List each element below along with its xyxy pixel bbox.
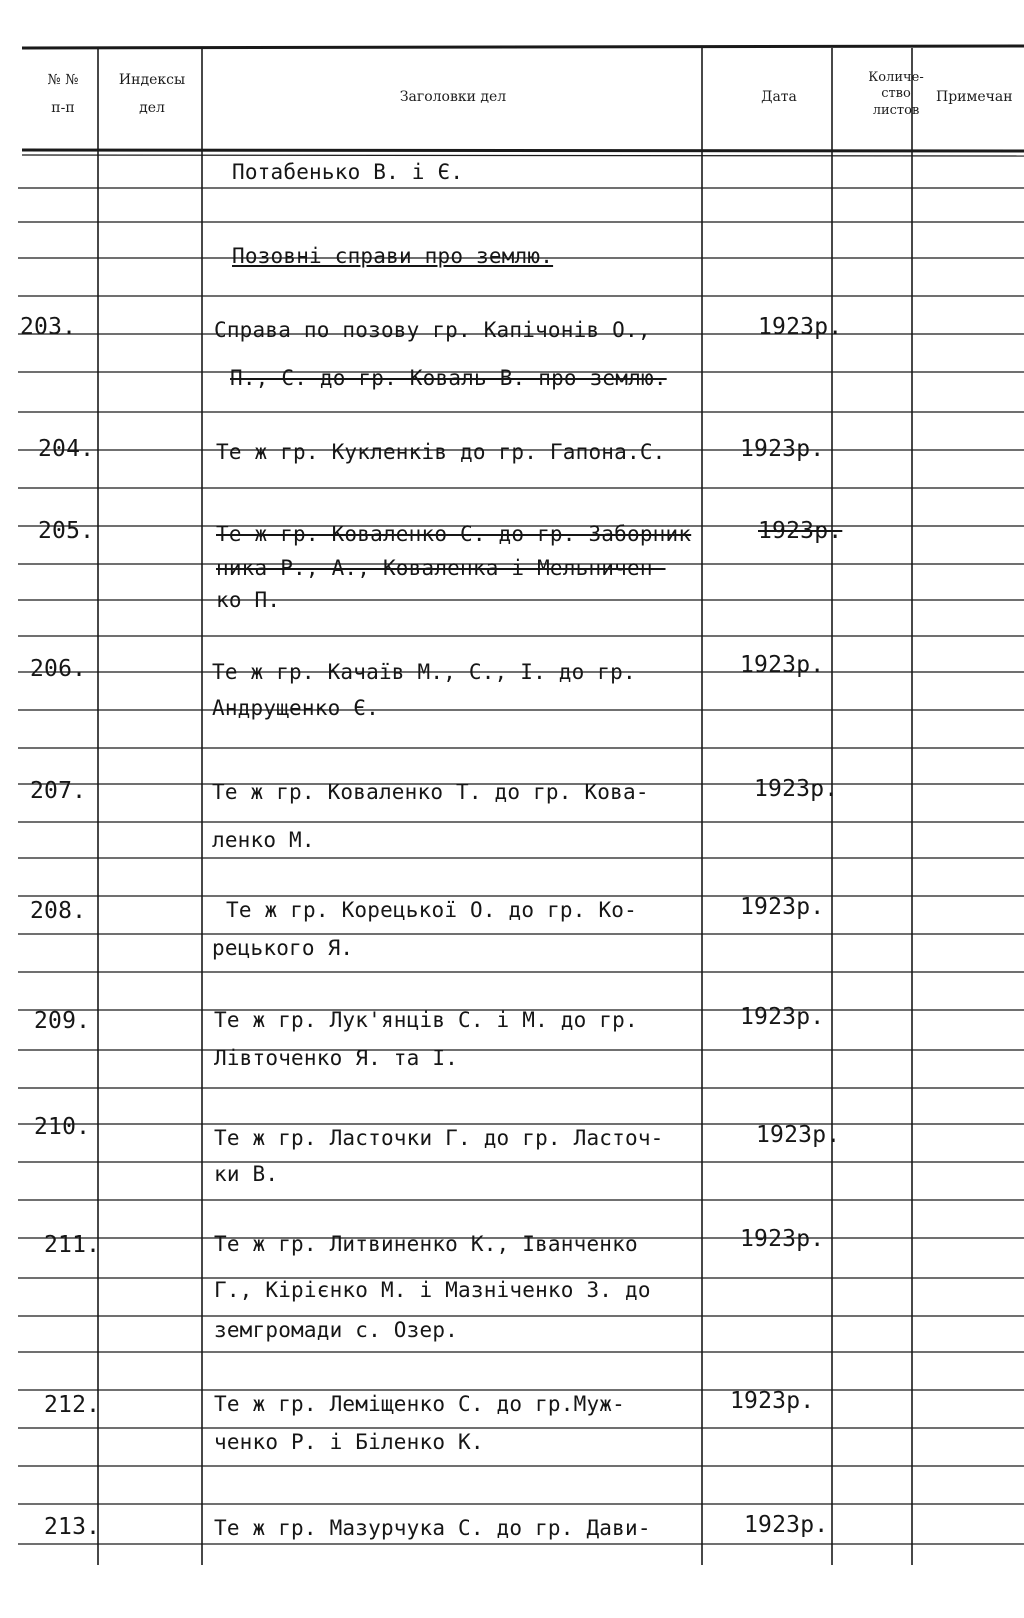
entry-date: 1923р.: [754, 776, 839, 802]
header-bottom-rule-thin: [22, 155, 1024, 156]
header-top-rule: [22, 46, 1024, 48]
entry-number: 213.: [44, 1514, 101, 1540]
entry-date: 1923р.: [758, 314, 843, 340]
entry-date: 1923р.: [740, 652, 825, 678]
entry-title-line: Те ж гр. Кукленків до гр. Гапона.С.: [216, 440, 666, 464]
entry-title-line: Потабенько В. і Є.: [232, 160, 464, 184]
entry-title-line: Те ж гр. Коваленко Т. до гр. Кова-: [212, 780, 649, 804]
entry-title-line: Те ж гр. Качаїв М., С., І. до гр.: [212, 660, 636, 684]
entry-title-line: П., С. до гр. Коваль В. про землю.: [230, 366, 667, 390]
entry-title-line: Те ж гр. Коваленко С. до гр. Заборник: [216, 522, 692, 546]
header-date: Дата: [761, 89, 797, 105]
entry-title-line: ко П.: [216, 588, 281, 612]
entry-number: 212.: [44, 1392, 101, 1418]
entry-title-line: ченко Р. і Біленко К.: [214, 1430, 484, 1454]
entry-number: 207.: [30, 778, 87, 804]
entry-title-line: ника Р., А., Коваленка і Мельничен-: [216, 556, 666, 580]
entry-title-line: Те ж гр. Ласточки Г. до гр. Ласточ-: [214, 1126, 664, 1150]
entry-date: 1923р.: [740, 1004, 825, 1030]
entry-title-line: Те ж гр. Лук'янців С. і М. до гр.: [214, 1008, 638, 1032]
entry-title-line: Справа по позову гр. Капічонів О.,: [214, 318, 651, 342]
section-heading: Позовні справи про землю.: [232, 244, 554, 268]
entry-title-line: Лівточенко Я. та І.: [214, 1046, 459, 1070]
header-bottom-rule: [22, 150, 1024, 151]
entry-title-line: Те ж гр. Литвиненко К., Іванченко: [214, 1232, 638, 1256]
entry-number: 206.: [30, 656, 87, 682]
entry-date: 1923р.: [758, 518, 843, 544]
header-title: Заголовки дел: [399, 89, 507, 105]
entry-title-line: ки В.: [214, 1162, 279, 1186]
entry-title-line: Андрущенко Є.: [212, 696, 379, 720]
entry-title-line: рецького Я.: [212, 936, 354, 960]
entry-date: 1923р.: [730, 1388, 815, 1414]
entry-number: 211.: [44, 1232, 101, 1258]
entry-date: 1923р.: [756, 1122, 841, 1148]
entry-title-line: земгромади с. Озер.: [214, 1318, 459, 1342]
entry-number: 205.: [38, 518, 95, 544]
entry-number: 210.: [34, 1114, 91, 1140]
entry-number: 208.: [30, 898, 87, 924]
entry-number: 204.: [38, 436, 95, 462]
header-sheets: Количе- ство листов: [868, 70, 924, 118]
entry-number: 209.: [34, 1008, 91, 1034]
entry-title-line: ленко М.: [212, 828, 315, 852]
entry-date: 1923р.: [744, 1512, 829, 1538]
entry-number: 203.: [20, 314, 77, 340]
header-num: № № п-п: [47, 72, 79, 116]
entry-title-line: Те ж гр. Мазурчука С. до гр. Дави-: [214, 1516, 651, 1540]
entry-date: 1923р.: [740, 436, 825, 462]
entry-title-line: Те ж гр. Корецької О. до гр. Ко-: [226, 898, 637, 922]
entry-title-line: Г., Кірієнко М. і Мазніченко З. до: [214, 1278, 651, 1302]
header-index: Индексы дел: [118, 72, 186, 116]
entry-date: 1923р.: [740, 1226, 825, 1252]
header-notes: Примечан: [936, 89, 1013, 105]
entry-date: 1923р.: [740, 894, 825, 920]
entry-title-line: Те ж гр. Леміщенко С. до гр.Муж-: [214, 1392, 625, 1416]
